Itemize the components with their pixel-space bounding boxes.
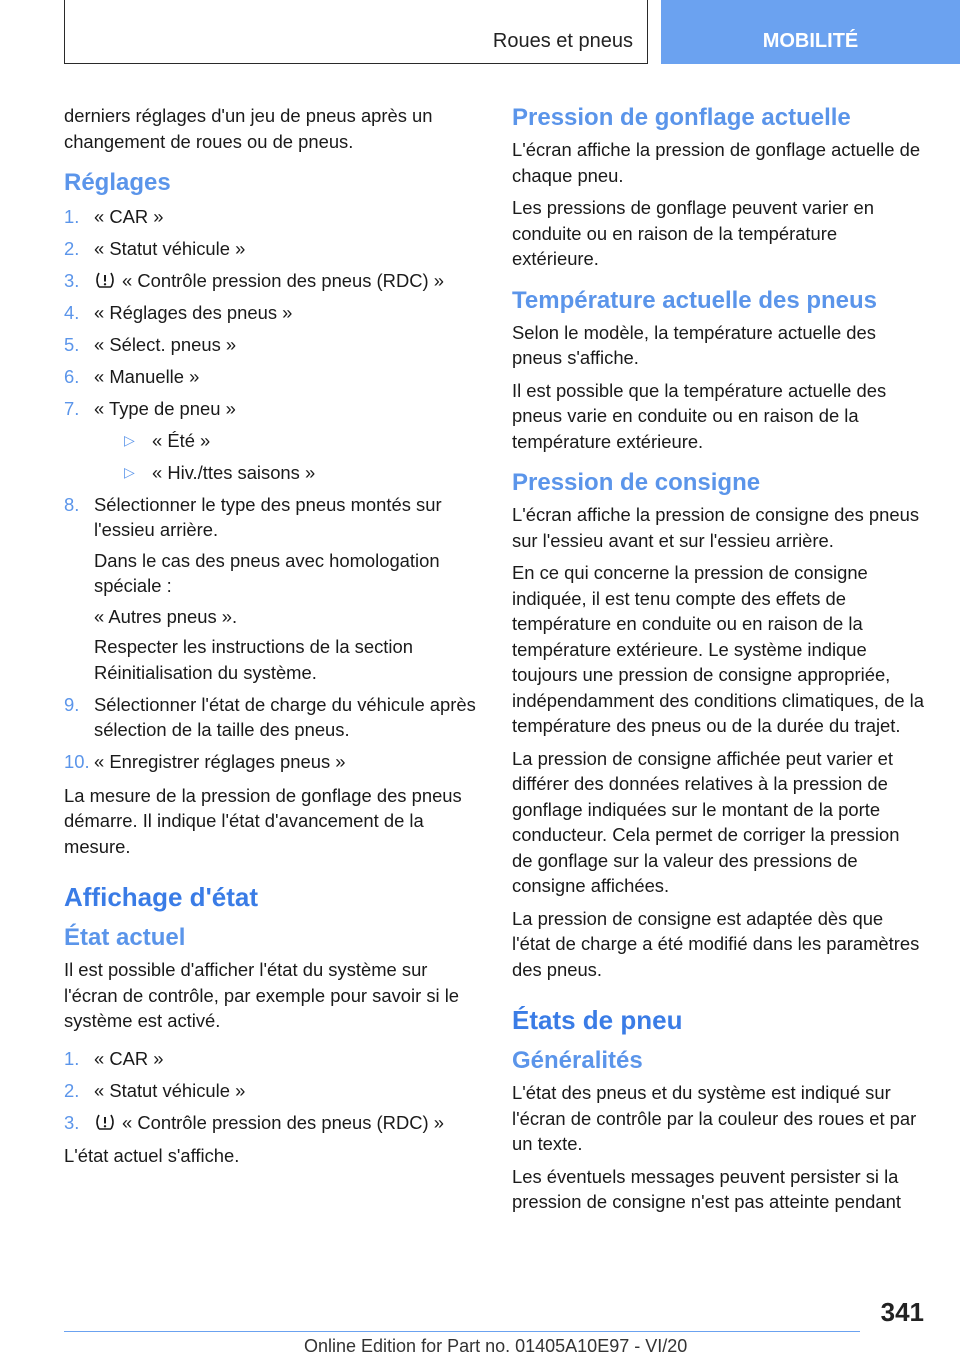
footer-divider xyxy=(64,1331,860,1332)
step-number: 6. xyxy=(64,366,80,387)
step-text: « Sélect. pneus » xyxy=(94,334,237,355)
triangle-bullet-icon: ▷ xyxy=(124,431,135,448)
paragraph: La pression de consigne est adaptée dès que l'état de charge a été modifié dans les paramètres des pneus. xyxy=(512,907,920,980)
step-text: « CAR » xyxy=(94,206,164,227)
heading-etats-pneu: États de pneu xyxy=(512,1005,683,1035)
paragraph: Selon le modèle, la température actuelle des pneus s'affiche. xyxy=(512,321,876,368)
step-number: 9. xyxy=(64,693,80,715)
step-continuation: « Autres pneus ». xyxy=(94,605,238,627)
step-item xyxy=(64,692,478,743)
tire-pressure-warning-icon xyxy=(94,1112,116,1130)
etat-shown-paragraph: L'état actuel s'affiche. xyxy=(64,1145,240,1166)
heading-pression-consigne: Pression de consigne xyxy=(512,469,761,496)
status-steps xyxy=(64,1046,478,1136)
step-number: 1. xyxy=(64,206,80,227)
step-item xyxy=(64,236,478,262)
step-number: 7. xyxy=(64,398,80,419)
tire-pressure-warning-icon xyxy=(94,270,116,288)
step-text: « Contrôle pression des pneus (RDC) » xyxy=(122,1111,444,1133)
heading-etat-actuel: État actuel xyxy=(64,924,186,951)
step-text: « Type de pneu » xyxy=(94,398,236,419)
step-number: 8. xyxy=(64,493,80,515)
paragraph: L'état des pneus et du système est indiqué sur l'écran de contrôle par la couleur des roues et par un texte. xyxy=(512,1082,917,1154)
footer-edition: Online Edition for Part no. 01405A10E97 - VI/20 xyxy=(304,1336,688,1356)
paragraph: En ce qui concerne la pression de consigne indiquée, il est tenu compte des effets de température en conduite ou en raison de la température extérieure. Le système indique toujours une pression de consigne appropriée, indépendamment des conditions climatiques, de la température des pneus ou de la durée du trajet. xyxy=(512,562,924,736)
header-box xyxy=(64,0,648,64)
paragraph: Il est possible que la température actuelle des pneus varie en conduite ou en raison de la température extérieure. xyxy=(512,379,887,452)
measure-paragraph: La mesure de la pression de gonflage des pneus démarre. Il indique l'état d'avancement de la mesure. xyxy=(64,784,462,857)
step-item xyxy=(64,204,478,230)
paragraph: La pression de consigne affichée peut varier et différer des données relatives à la pression de gonflage indiquées sur le montant de la porte conducteur. Cela permet de corriger la pression de gonflage sur la valeur des pressions de consigne affichées. xyxy=(512,747,900,896)
step-number: 3. xyxy=(64,1111,80,1133)
heading-reglages: Réglages xyxy=(64,169,171,196)
step-item xyxy=(64,332,478,358)
paragraph: L'écran affiche la pression de consigne des pneus sur l'essieu avant et sur l'essieu arrière. xyxy=(512,504,920,551)
step-item xyxy=(64,492,478,686)
step-number: 5. xyxy=(64,334,80,355)
step-number: 3. xyxy=(64,270,80,291)
step-text: « Réglages des pneus » xyxy=(94,302,293,323)
step-item xyxy=(64,749,478,775)
step-number: 2. xyxy=(64,1079,80,1101)
header-section-title: Roues et pneus xyxy=(492,30,633,52)
step-item xyxy=(64,1078,478,1104)
step-text: « CAR » xyxy=(94,1047,164,1069)
step-item xyxy=(64,300,478,326)
step-number: 10. xyxy=(64,751,90,772)
paragraph: Les pressions de gonflage peuvent varier en conduite ou en raison de la température extérieure. xyxy=(512,197,874,269)
step-number: 2. xyxy=(64,238,80,259)
step-item xyxy=(64,396,478,485)
left-column xyxy=(64,103,478,1176)
sub-item xyxy=(94,428,478,454)
step-item xyxy=(64,364,478,390)
sub-item-text: « Été » xyxy=(152,429,211,451)
step-continuation: Dans le cas des pneus avec homologation spéciale : xyxy=(94,549,440,596)
header-chapter-tab[interactable]: MOBILITÉ xyxy=(661,0,960,64)
heading-generalites: Généralités xyxy=(512,1047,643,1074)
tire-type-options xyxy=(94,428,478,486)
step-item xyxy=(64,1110,478,1136)
etat-paragraph: Il est possible d'afficher l'état du système sur l'écran de contrôle, par exemple pour savoir si le système est activé. xyxy=(64,959,460,1031)
right-column xyxy=(512,103,924,1222)
heading-affichage-etat: Affichage d'état xyxy=(64,882,258,912)
step-text: « Enregistrer réglages pneus » xyxy=(94,751,346,772)
triangle-bullet-icon: ▷ xyxy=(124,463,135,480)
heading-temperature-pneus: Température actuelle des pneus xyxy=(512,286,878,314)
step-continuation: Respecter les instructions de la section Réinitialisation du système. xyxy=(94,636,413,683)
step-text: Sélectionner l'état de charge du véhicule après sélection de la taille des pneus. xyxy=(94,693,476,740)
step-item xyxy=(64,268,478,294)
page-number: 341 xyxy=(880,1297,924,1327)
sub-item xyxy=(94,460,478,486)
step-number: 1. xyxy=(64,1047,80,1069)
heading-pression-gonflage-actuelle: Pression de gonflage actuelle xyxy=(512,104,851,131)
settings-steps xyxy=(64,204,478,775)
sub-item-text: « Hiv./ttes saisons » xyxy=(152,461,316,483)
intro-paragraph: derniers réglages d'un jeu de pneus après un changement de roues ou de pneus. xyxy=(64,105,433,152)
paragraph: Les éventuels messages peuvent persister si la pression de consigne n'est pas atteinte pendant xyxy=(512,1165,901,1212)
step-text: « Statut véhicule » xyxy=(94,238,246,259)
step-text: Sélectionner le type des pneus montés sur l'essieu arrière. xyxy=(94,493,442,540)
step-number: 4. xyxy=(64,302,80,323)
step-item xyxy=(64,1046,478,1072)
step-text: « Manuelle » xyxy=(94,366,200,387)
step-text: « Statut véhicule » xyxy=(94,1079,246,1101)
step-text: « Contrôle pression des pneus (RDC) » xyxy=(122,270,444,291)
paragraph: L'écran affiche la pression de gonflage actuelle de chaque pneu. xyxy=(512,139,921,186)
